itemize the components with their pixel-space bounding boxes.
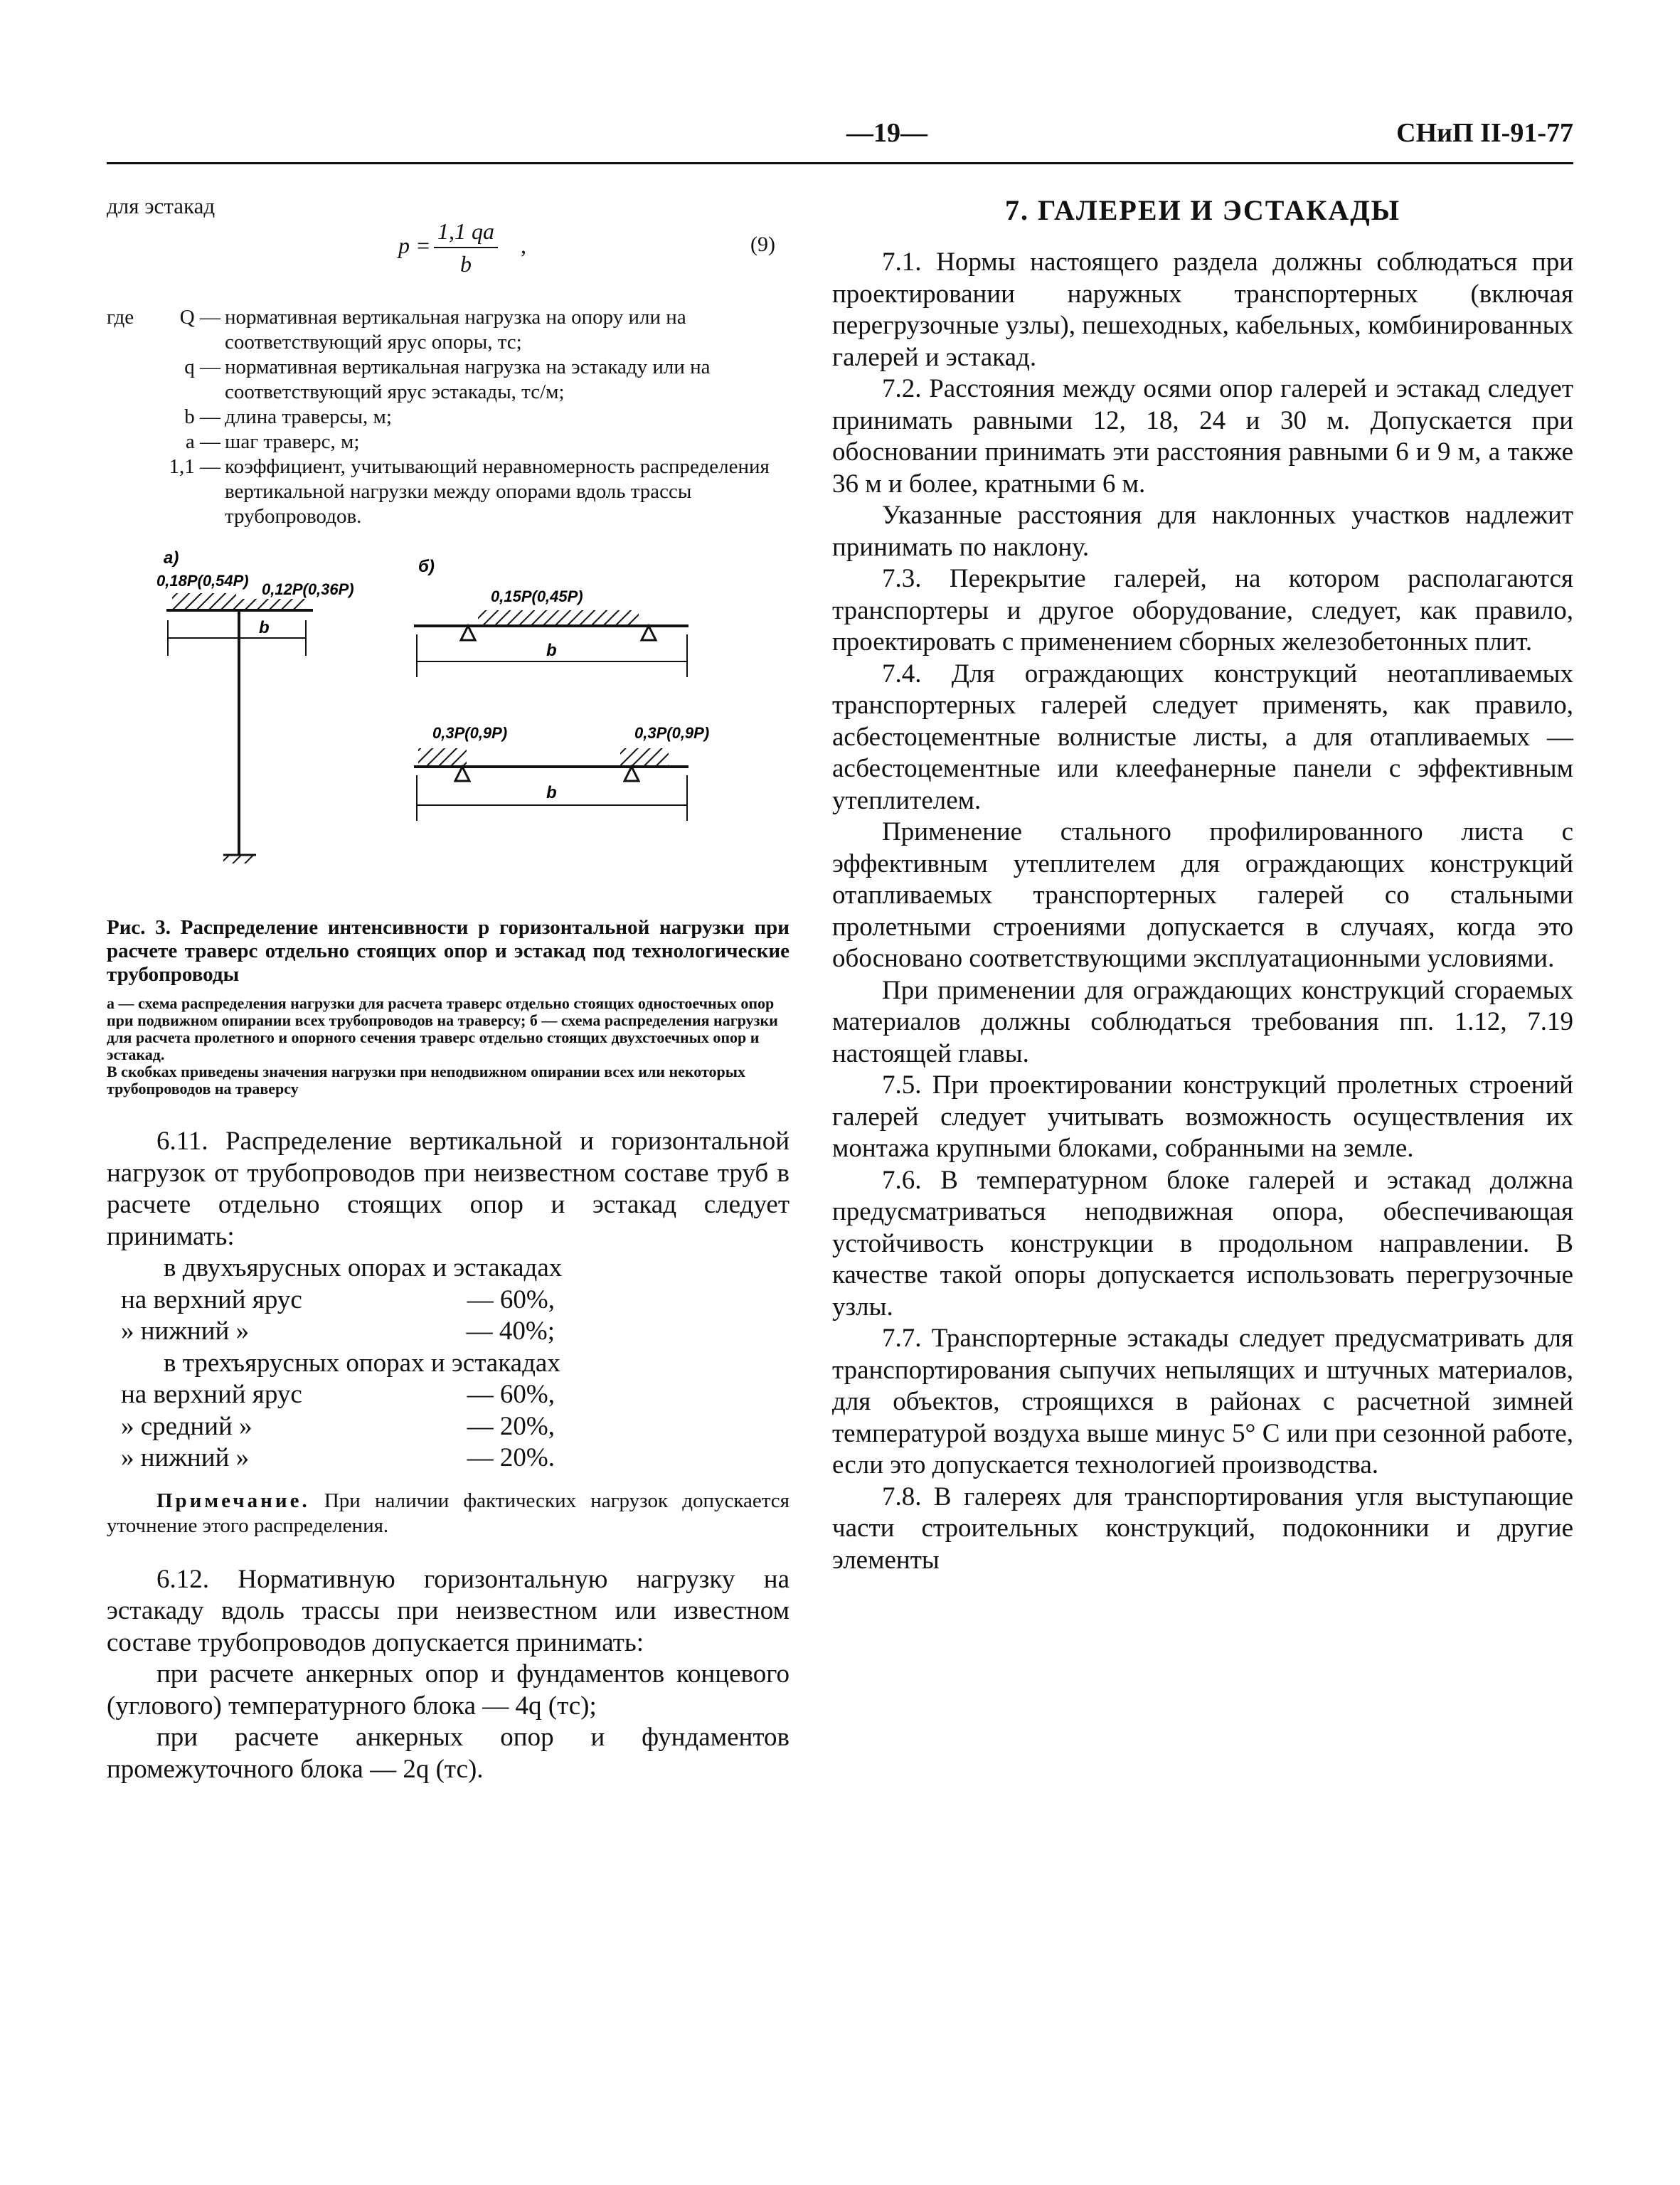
load-row [107,1411,790,1443]
tier-label: на верхний ярус [121,1380,302,1409]
tier-value: — 20%. [467,1443,555,1472]
note-label: Примечание. [156,1489,310,1512]
definition-text: длина траверсы, м; [225,405,392,428]
b-bottom-support-right [624,767,639,781]
definition-row [107,430,790,454]
tier-label: » нижний » [121,1443,250,1472]
note-text: При наличии фактических нагрузок допускается уточнение этого распределения. [107,1489,790,1537]
paragraph-7-5: 7.5. При проектировании конструкций пролетных строений галерей следует учитывать возможность осуществления их монтажа крупными блоками, собранными на земле. [832,1070,1573,1163]
b-top-span-label: b [546,641,557,660]
paragraph-7-7: 7.7. Транспортерные эстакады следует предусматривать для транспортирования сыпучих непылящих и штучных материалов, для объектов, строящихся в районах с расчетной зимней температурой воздуха выше минус 5° С или при сезонной работе, если это допускается технологией производства. [832,1324,1573,1479]
a-span-label: b [259,618,270,637]
definition-key: 1,1 — [169,455,220,478]
header-rule [107,162,1573,164]
paragraph-7-6: 7.6. В температурном блоке галерей и эстакад должна предусматриваться неподвижная опора, обеспечивающая устойчивость конструкции в продольном направлении. В качестве такой опоры допускается использовать перегрузочные узлы. [832,1165,1573,1322]
figure-3 [107,542,790,912]
definition-key: b — [184,405,220,428]
b-load-top: 0,15P(0,45P) [491,588,583,605]
tier-value: — 60%, [467,1285,555,1314]
label-b: б) [418,557,435,576]
definition-row [107,305,790,355]
a-load-2: 0,12P(0,36P) [262,580,354,598]
paragraph-6-12-a: при расчете анкерных опор и фундаментов концевого (углового) температурного блока — 4q (тс); [107,1659,790,1721]
load-row [107,1442,790,1474]
section-title: 7. ГАЛЕРЕИ И ЭСТАКАДЫ [1004,194,1401,226]
definition-symbol: Q — [179,306,220,329]
formula-intro: для эстакад [107,193,216,218]
two-tier-heading: в двухъярусных опорах и эстакадах [164,1253,563,1282]
definition-key: a — [185,430,220,453]
tier-label: » нижний » [121,1317,250,1346]
paragraph-6-12-b: при расчете анкерных опор и фундаментов промежуточного блока — 2q (тс). [107,1723,790,1784]
formula-9 [107,218,790,302]
paragraph-7-3: 7.3. Перекрытие галерей, на котором располагаются транспортеры и другое оборудование, следует, как правило, проектировать с применением сборных железобетонных плит. [832,564,1573,656]
paragraph-6-11: 6.11. Распределение вертикальной и горизонтальной нагрузок от трубопроводов при неизвестном составе труб в расчете отдельно стоящих опор и эстакад следует принимать: [107,1127,790,1251]
b-bottom-support-left [455,767,469,781]
definitions-list [107,305,790,529]
spacer [107,1538,790,1564]
paragraph-7-2-note: Указанные расстояния для наклонных участков надлежит принимать по наклону. [832,501,1573,562]
b-bottom-load-right [620,748,669,765]
paragraph-7-8: 7.8. В галереях для транспортирования угля выступающие части строительных конструкций, подоконники и другие элементы [832,1482,1573,1575]
tier-value: — 60%, [467,1380,555,1409]
formula-number: (9) [750,233,775,256]
paragraph-7-4-c: При применении для ограждающих конструкций сгораемых материалов должны соблюдаться требования пп. 1.12, 7.19 настоящей главы. [832,975,1573,1068]
b-bottom-load-left [418,748,467,765]
a-load-block-2 [236,599,306,609]
load-diagram [107,542,790,912]
formula-denominator: b [460,251,472,277]
paragraph-6-12: 6.12. Нормативную горизонтальную нагрузку на эстакаду вдоль трассы при неизвестном или известном составе трубопроводов допускается принимать: [107,1564,790,1657]
definition-text: шаг траверс, м; [225,430,360,453]
paragraph-7-2: 7.2. Расстояния между осями опор галерей и эстакад следует принимать равными 12, 18, 24 и 30 м. Допускается при обосновании принимать эти расстояния равными 6 и 9 м, а также 36 м и более, кратными 6 м. [832,374,1573,499]
figure-caption: Рис. 3. Распределение интенсивности p горизонтальной нагрузки при расчете траверс отдельно стоящих опор и эстакад под технологические трубопроводы [107,916,790,986]
section-6-11 [107,1126,790,1253]
formula-lhs: p = [398,233,431,258]
definition-row [107,405,790,430]
page-number: —19— [846,118,927,148]
definition-key [107,305,225,355]
load-row [107,1316,790,1348]
a-load-block-1 [172,593,236,609]
right-column [832,193,1573,1576]
definition-text: коэффициент, учитывающий неравномерность распределения вертикальной нагрузки между опорами вдоль трассы трубопроводов. [225,455,770,528]
formula-bar [434,247,498,248]
figure-legend-a: а — схема распределения нагрузки для расчета траверс отдельно стоящих одностоечных опор при подвижном опирании всех трубопроводов на траверсу; б — схема распределения нагрузки для расчета пролетного и опорного сечения траверс отдельно стоящих двухстоечных опор и эстакад. [107,994,778,1063]
paragraph-7-4: 7.4. Для ограждающих конструкций неотапливаемых транспортерных галерей следует применять, как правило, асбестоцементные волнистые листы, а для отапливаемых — асбестоцементные или клеефанерные панели с эффективным утеплителем. [832,659,1573,815]
definition-key: q — [184,356,220,378]
running-header [107,117,1573,160]
figure-legend-b: В скобках приведены значения нагрузки при неподвижном опирании всех или некоторых трубопроводов на траверсу [107,1063,745,1097]
load-distribution [107,1253,790,1474]
b-top-support-left [461,626,475,640]
note [107,1489,790,1538]
definition-text: нормативная вертикальная нагрузка на опору или на соответствующий ярус опоры, тс; [225,306,686,353]
paragraph-7-4-b: Применение стального профилированного листа с эффективным утеплителем для ограждающих конструкций отапливаемых транспортерных галерей со стальными пролетными строениями допускается в случаях, когда это обосновано соответствующими эксплуатационными условиями. [832,817,1573,973]
definition-row [107,454,790,529]
definition-text: нормативная вертикальная нагрузка на эстакаду или на соответствующий ярус эстакады, тс/м; [225,356,711,403]
load-row [107,1379,790,1411]
definition-row [107,355,790,405]
load-row [107,1285,790,1317]
section-7-body [832,247,1573,1576]
b-load-right: 0,3P(0,9P) [634,724,710,742]
b-bottom-span-label: b [546,783,557,802]
b-top-support-right [642,626,656,640]
section-6-12 [107,1564,790,1786]
b-top-load-block [478,610,639,624]
tier-label: » средний » [121,1411,252,1441]
a-ground-hatch [223,855,256,863]
three-tier-heading: в трехъярусных опорах и эстакадах [164,1348,560,1378]
b-load-left: 0,3P(0,9P) [432,724,508,742]
document-code: СНиП II-91-77 [1396,118,1573,148]
formula-comma: , [521,233,526,258]
paragraph-7-1: 7.1. Нормы настоящего раздела должны соблюдаться при проектировании наружных транспортерных (включая перегрузочные узлы), пешеходных, кабельных, комбинированных галерей и эстакад. [832,248,1573,372]
spacer [107,1097,790,1126]
where-word: где [107,306,134,329]
tier-label: на верхний ярус [121,1285,302,1314]
a-load-1: 0,18P(0,54P) [156,572,249,590]
tier-value: — 20%, [467,1411,555,1441]
label-a: а) [164,548,179,568]
tier-value: — 40%; [466,1317,555,1346]
left-column [107,193,790,1785]
formula-numerator: 1,1 qa [437,218,494,244]
formula-fraction [370,218,526,277]
